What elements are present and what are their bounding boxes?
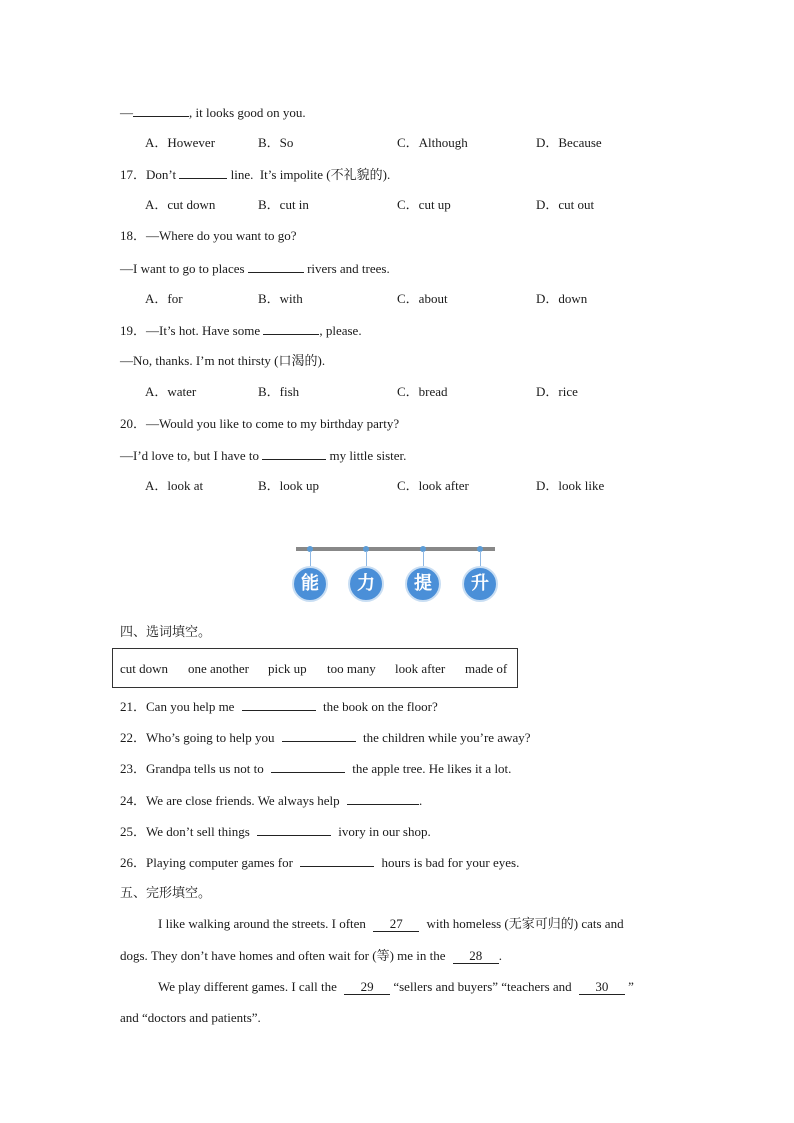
q19-prefix: 19．—It’s hot. Have some	[120, 323, 264, 338]
q24-blank	[347, 792, 419, 805]
q24-suffix: .	[418, 793, 423, 808]
q16-blank	[133, 104, 189, 117]
banner-char: 升	[462, 566, 498, 602]
q16-option-b: B．So	[258, 135, 294, 150]
cloze-text: I like walking around the streets. I often	[158, 916, 370, 931]
cloze-line-3	[158, 979, 634, 995]
q19-stem	[120, 322, 362, 339]
q18-option-a: A．for	[145, 291, 183, 306]
cloze-text: dogs. They don’t have homes and often wait for (等) me in the	[120, 948, 449, 963]
cloze-blank-28: 28	[453, 949, 499, 964]
q25-blank	[257, 823, 331, 836]
q20-blank	[262, 447, 326, 460]
q18-option-d: D．down	[536, 291, 588, 306]
cloze-line-1	[158, 916, 624, 932]
q19-option-b: B．fish	[258, 384, 300, 399]
q22-blank	[282, 729, 356, 742]
q22	[120, 729, 531, 746]
q16-answer-line	[120, 104, 306, 121]
q23-suffix: the apple tree. He likes it a lot.	[348, 761, 512, 776]
q20-stem: 20．—Would you like to come to my birthday party?	[120, 416, 400, 431]
q16-option-d: D．Because	[536, 135, 602, 150]
section5-title: 五、完形填空。	[120, 885, 212, 900]
q16-suffix: , it looks good on you.	[189, 105, 306, 120]
q20-option-a: A．look at	[145, 478, 204, 493]
cloze-text: We play different games. I call the	[158, 979, 341, 994]
cloze-blank-27: 27	[373, 917, 419, 932]
banner-char: 提	[405, 566, 441, 602]
banner-stick	[423, 551, 424, 566]
q19-blank	[263, 322, 319, 335]
q16-prefix: —	[120, 105, 133, 120]
section4-title: 四、选词填空。	[120, 624, 212, 639]
word-bank-item: made of	[465, 661, 508, 676]
cloze-blank-29: 29	[344, 980, 390, 995]
q22-prefix: 22．Who’s going to help you	[120, 730, 278, 745]
q21	[120, 698, 438, 715]
q25-suffix: ivory in our shop.	[335, 824, 431, 839]
cloze-text: “sellers and buyers” “teachers and	[390, 979, 575, 994]
q21-prefix: 21．Can you help me	[120, 699, 238, 714]
q18-reply	[120, 260, 390, 277]
q23-blank	[271, 760, 345, 773]
cloze-blank-30: 30	[579, 980, 625, 995]
q17-prefix: 17．Don’t	[120, 167, 180, 182]
word-bank-item: look after	[395, 661, 446, 676]
q26-suffix: hours is bad for your eyes.	[378, 855, 520, 870]
q26-blank	[300, 854, 374, 867]
banner-stick	[480, 551, 481, 566]
q16-option-a: A．However	[145, 135, 216, 150]
q19-option-d: D．rice	[536, 384, 578, 399]
q25-prefix: 25．We don’t sell things	[120, 824, 254, 839]
q26-prefix: 26．Playing computer games for	[120, 855, 297, 870]
cloze-line-4: and “doctors and patients”.	[120, 1010, 261, 1025]
q20-reply	[120, 447, 406, 464]
q20-option-b: B．look up	[258, 478, 320, 493]
q18-option-b: B．with	[258, 291, 303, 306]
cloze-text: with homeless (无家可归的) cats and	[423, 916, 624, 931]
q20-reply-suffix: my little sister.	[326, 448, 407, 463]
q17-stem	[120, 166, 390, 183]
banner-stick	[366, 551, 367, 566]
word-bank-item: cut down	[120, 661, 169, 676]
q20-option-c: C．look after	[397, 478, 469, 493]
q19-option-a: A．water	[145, 384, 197, 399]
word-bank-item: pick up	[268, 661, 307, 676]
word-bank-item: too many	[327, 661, 376, 676]
cloze-line-2	[120, 948, 502, 964]
q17-option-c: C．cut up	[397, 197, 451, 212]
banner-stick	[310, 551, 311, 566]
q18-reply-prefix: —I want to go to places	[120, 261, 248, 276]
q17-blank	[179, 166, 227, 179]
q25	[120, 823, 431, 840]
q20-option-d: D．look like	[536, 478, 605, 493]
cloze-text: ”	[624, 979, 634, 994]
cloze-text: .	[498, 948, 503, 963]
q19-reply: —No, thanks. I’m not thirsty (口渴的).	[120, 353, 326, 368]
q18-stem: 18．—Where do you want to go?	[120, 228, 297, 243]
q22-suffix: the children while you’re away?	[359, 730, 531, 745]
q18-reply-suffix: rivers and trees.	[303, 261, 390, 276]
q18-blank	[248, 260, 304, 273]
q26	[120, 854, 519, 871]
banner-char: 力	[348, 566, 384, 602]
q23	[120, 760, 511, 777]
word-bank-item: one another	[188, 661, 250, 676]
q16-option-c: C．Although	[397, 135, 468, 150]
q24	[120, 792, 422, 809]
q17-option-a: A．cut down	[145, 197, 216, 212]
word-bank-box	[112, 648, 518, 688]
q21-suffix: the book on the floor?	[319, 699, 438, 714]
q17-suffix: line. It’s impolite (不礼貌的).	[227, 167, 391, 182]
banner-char: 能	[292, 566, 328, 602]
q18-option-c: C．about	[397, 291, 448, 306]
q17-option-b: B．cut in	[258, 197, 309, 212]
q21-blank	[242, 698, 316, 711]
q19-option-c: C．bread	[397, 384, 448, 399]
q17-option-d: D．cut out	[536, 197, 595, 212]
q23-prefix: 23．Grandpa tells us not to	[120, 761, 267, 776]
q24-prefix: 24．We are close friends. We always help	[120, 793, 343, 808]
banner-bar	[296, 547, 495, 551]
q20-reply-prefix: —I’d love to, but I have to	[120, 448, 263, 463]
q19-suffix: , please.	[319, 323, 362, 338]
